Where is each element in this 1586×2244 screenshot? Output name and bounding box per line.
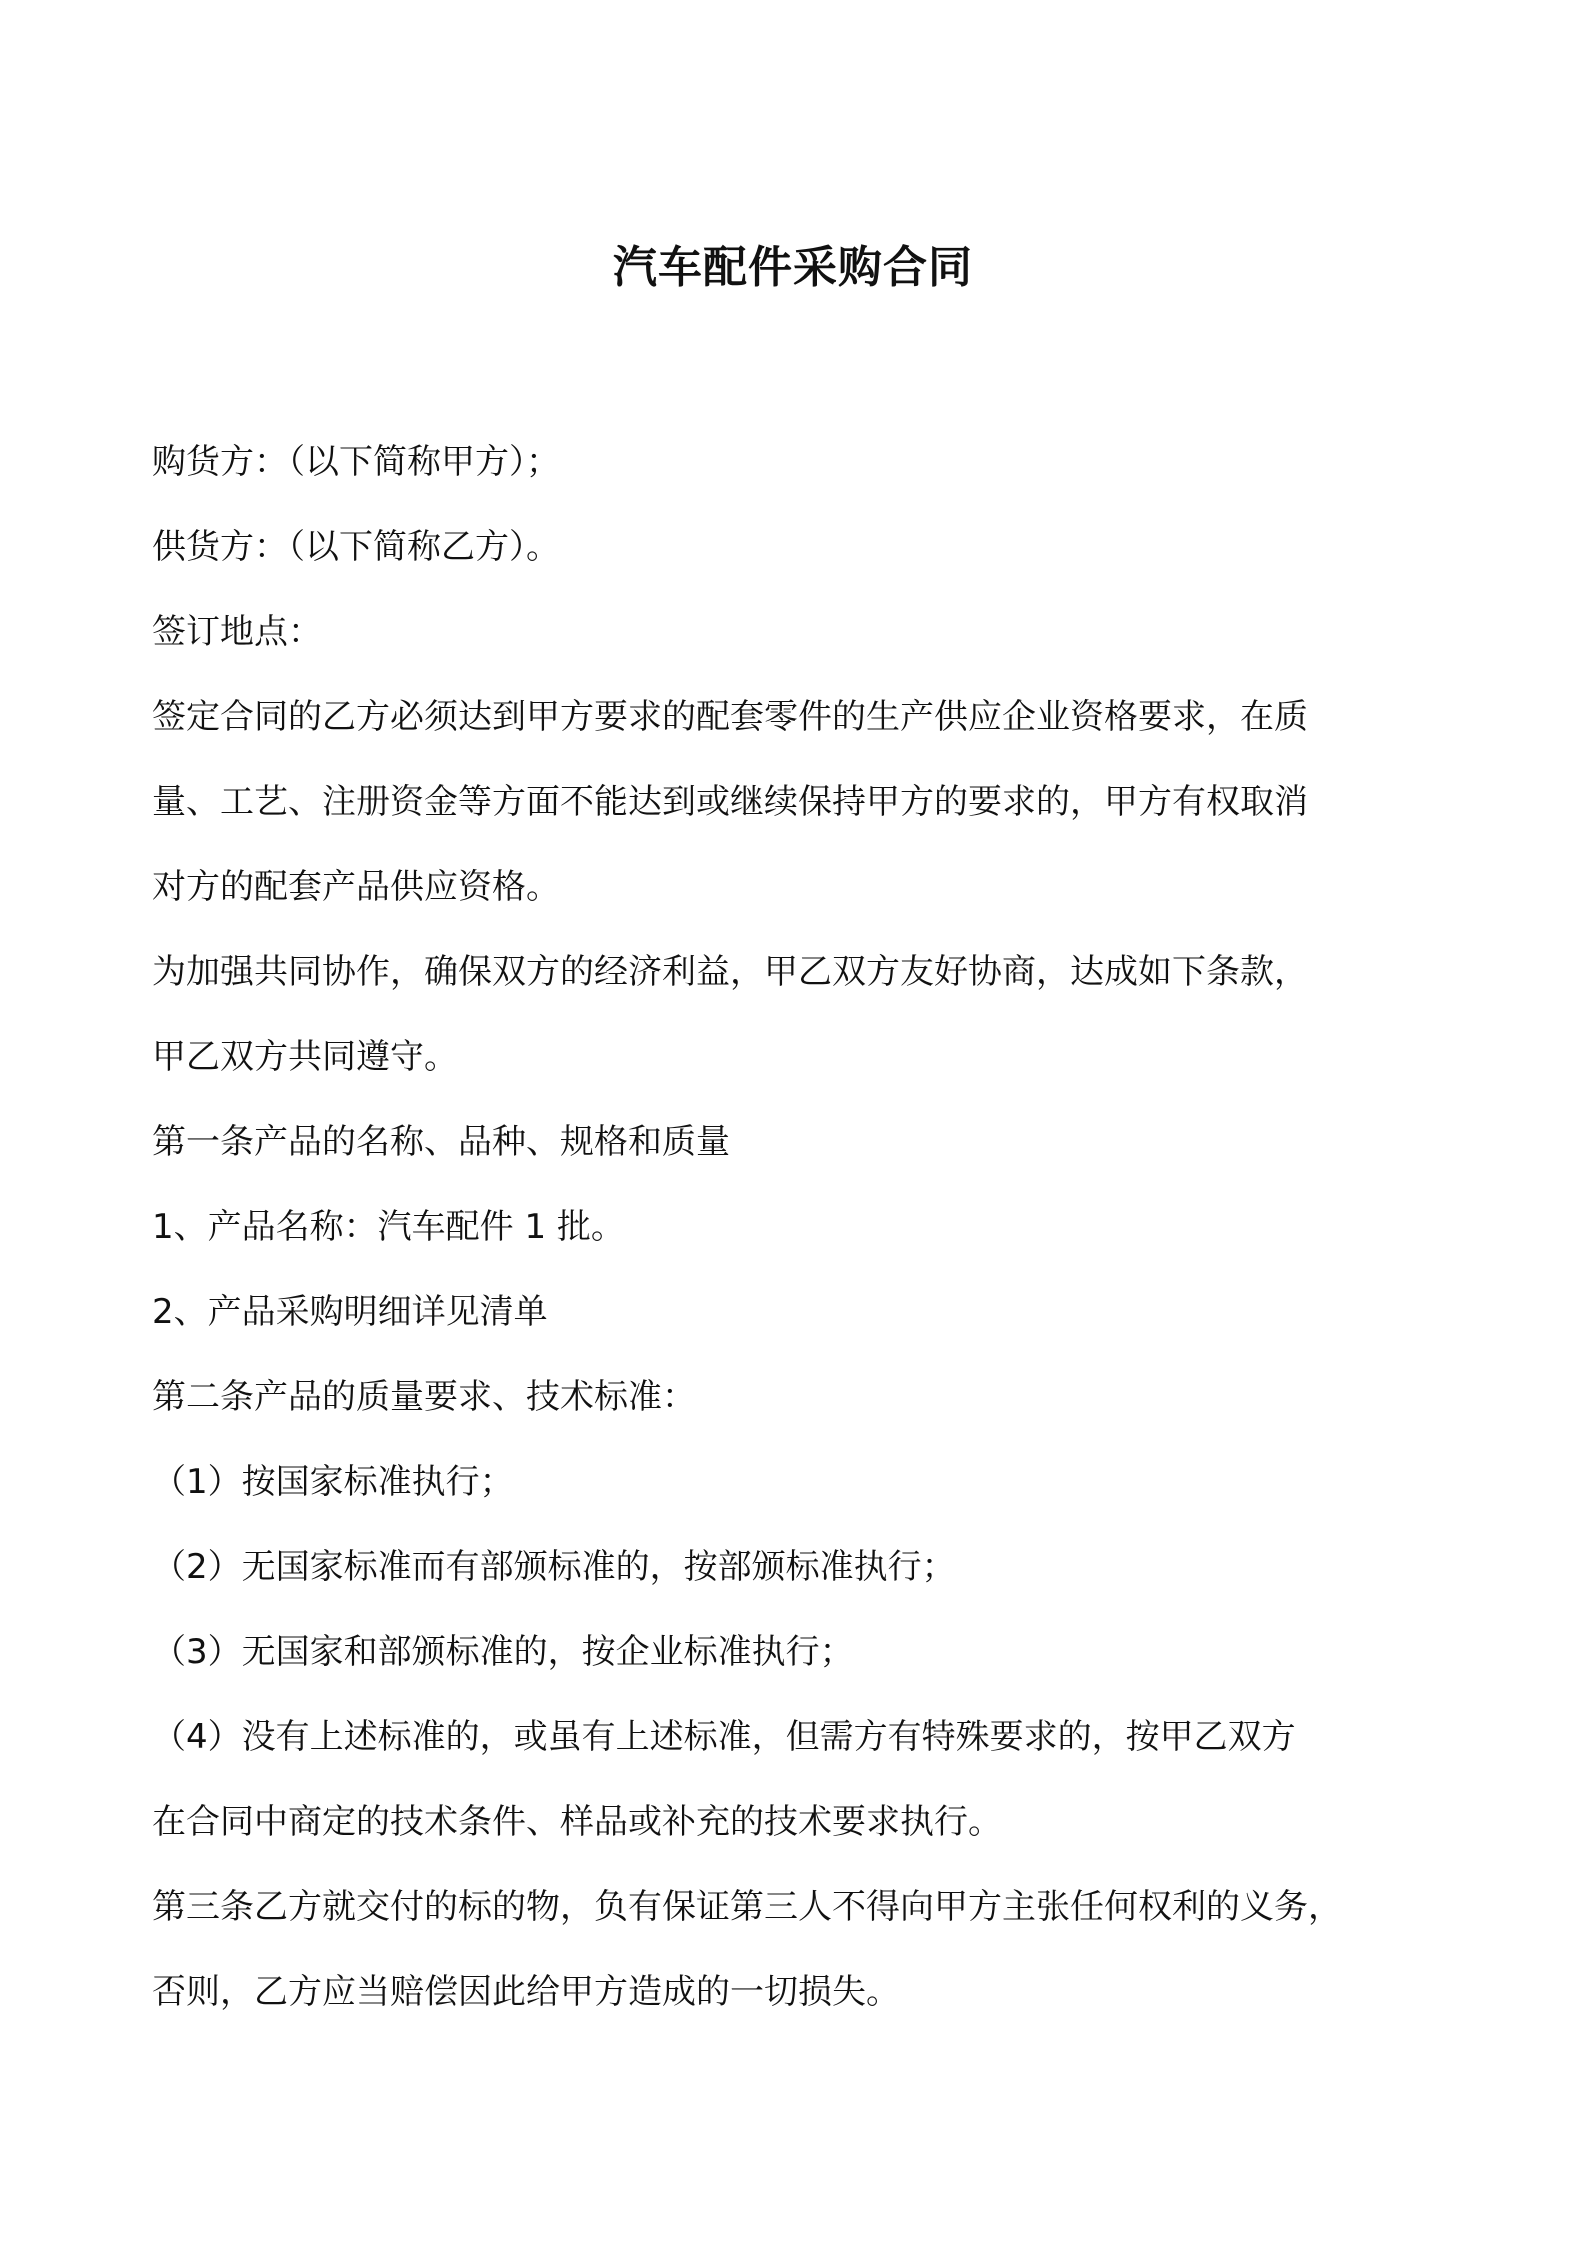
article-heading: 第一条产品的名称、品种、规格和质量 — [152, 1122, 730, 1162]
list-item: 1、产品名称：汽车配件 1 批。 — [152, 1207, 625, 1247]
paragraph-line: 甲乙双方共同遵守。 — [152, 1037, 458, 1077]
document-title: 汽车配件采购合同 — [613, 242, 973, 293]
paragraph-line: 量、工艺、注册资金等方面不能达到或继续保持甲方的要求的，甲方有权取消 — [152, 782, 1308, 822]
signing-place-line: 签订地点： — [152, 612, 322, 652]
supplier-line: 供货方：（以下简称乙方）。 — [152, 527, 560, 567]
article-heading: 第二条产品的质量要求、技术标准： — [152, 1377, 696, 1417]
buyer-line: 购货方：（以下简称甲方）； — [152, 442, 560, 482]
paragraph-line: 签定合同的乙方必须达到甲方要求的配套零件的生产供应企业资格要求，在质 — [152, 697, 1308, 737]
paragraph-line: 否则，乙方应当赔偿因此给甲方造成的一切损失。 — [152, 1972, 900, 2012]
list-item: （4）没有上述标准的，或虽有上述标准，但需方有特殊要求的，按甲乙双方 — [152, 1717, 1296, 1757]
list-item: 2、产品采购明细详见清单 — [152, 1292, 548, 1332]
paragraph-line: 对方的配套产品供应资格。 — [152, 867, 560, 907]
list-item: （2）无国家标准而有部颁标准的，按部颁标准执行； — [152, 1547, 956, 1587]
paragraph-line: 为加强共同协作，确保双方的经济利益，甲乙双方友好协商，达成如下条款， — [152, 952, 1308, 992]
list-item: （3）无国家和部颁标准的，按企业标准执行； — [152, 1632, 854, 1672]
article-heading: 第三条乙方就交付的标的物，负有保证第三人不得向甲方主张任何权利的义务， — [152, 1887, 1342, 1927]
paragraph-line: 在合同中商定的技术条件、样品或补充的技术要求执行。 — [152, 1802, 1002, 1842]
list-item: （1）按国家标准执行； — [152, 1462, 514, 1502]
